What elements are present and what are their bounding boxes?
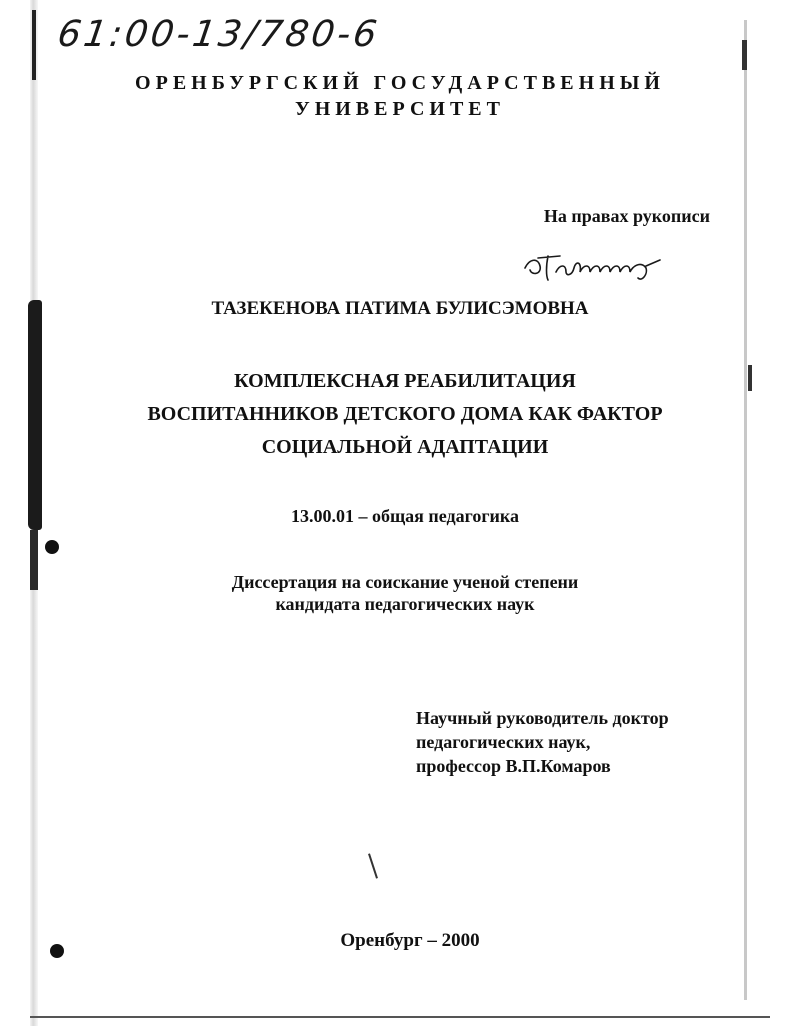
specialty-code: 13.00.01 – общая педагогика xyxy=(290,506,520,526)
degree-statement-line1: Диссертация на соискание ученой степени xyxy=(231,572,579,592)
scan-binding-shadow xyxy=(30,530,38,590)
university-name-line2: УНИВЕРСИТЕТ xyxy=(295,98,505,120)
scan-binding-shadow xyxy=(28,300,42,530)
university-name-line1: ОРЕНБУРГСКИЙ ГОСУДАРСТВЕННЫЙ xyxy=(135,72,665,94)
scan-bottom-edge xyxy=(30,1016,770,1018)
scan-edge-mark xyxy=(742,40,747,70)
author-name: ТАЗЕКЕНОВА ПАТИМА БУЛИСЭМОВНА xyxy=(211,298,589,319)
dissertation-title-line2: ВОСПИТАННИКОВ ДЕТСКОГО ДОМА КАК ФАКТОР xyxy=(147,403,663,425)
degree-statement-line2: кандидата педагогических наук xyxy=(275,594,535,614)
archive-number-handwritten: 61:00-13/780-6 xyxy=(55,14,383,55)
advisor-line2: педагогических наук, xyxy=(416,732,591,752)
scan-edge-mark xyxy=(32,10,36,80)
scan-edge-right xyxy=(744,20,747,1000)
signature-handwritten xyxy=(520,246,670,286)
punch-hole xyxy=(45,540,59,554)
dissertation-title-line1: КОМПЛЕКСНАЯ РЕАБИЛИТАЦИЯ xyxy=(234,370,576,392)
advisor-line1: Научный руководитель доктор xyxy=(416,708,669,728)
manuscript-note: На правах рукописи xyxy=(543,206,710,226)
advisor-line3: профессор В.П.Комаров xyxy=(416,756,611,776)
punch-hole xyxy=(50,944,64,958)
city-year: Оренбург – 2000 xyxy=(340,930,480,951)
scan-stray-mark xyxy=(368,853,378,878)
dissertation-title-line3: СОЦИАЛЬНОЙ АДАПТАЦИИ xyxy=(261,436,549,458)
scan-edge-mark xyxy=(748,365,752,391)
